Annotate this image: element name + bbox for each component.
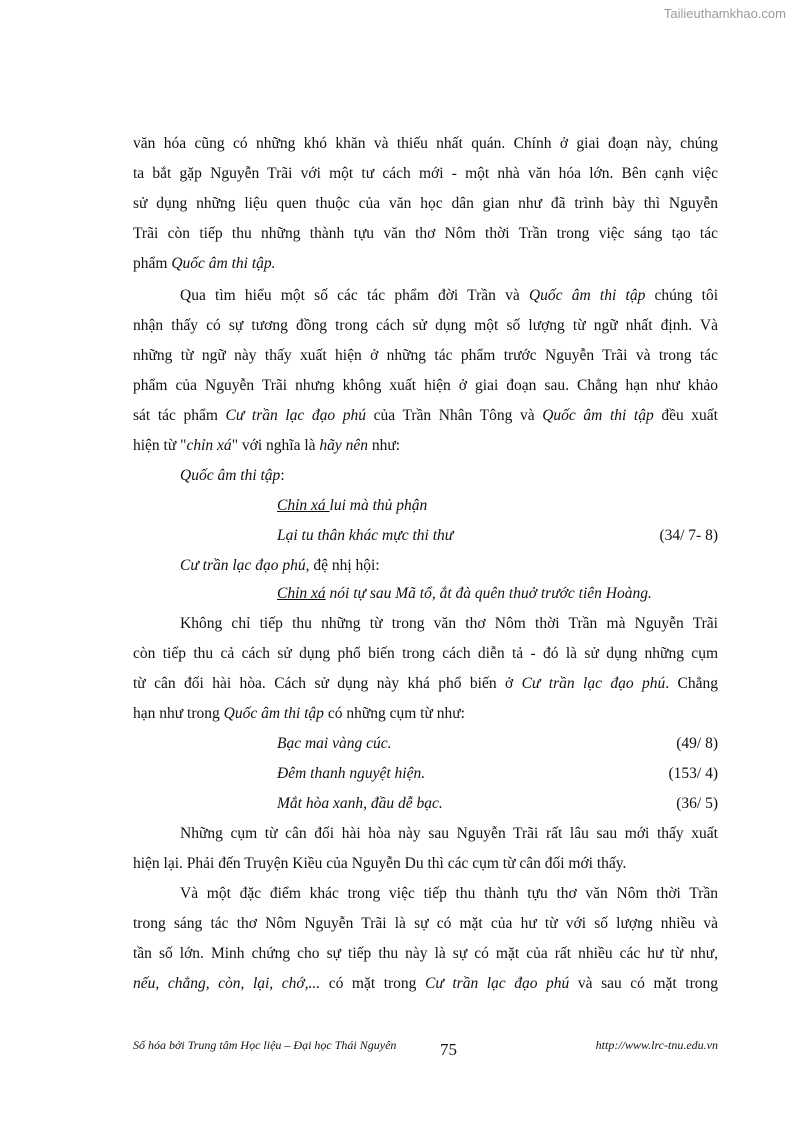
text-run: phẩm	[133, 255, 172, 272]
text-line	[180, 286, 718, 306]
work-title: Quốc âm thi tập.	[171, 255, 276, 272]
example-source	[180, 556, 718, 576]
verse-reference: (49/ 8)	[676, 735, 718, 752]
quoted-meaning: hãy nên	[319, 437, 369, 454]
text-line: trong sáng tác thơ Nôm Nguyễn Trãi là sự có mặt của hư từ với số lượng nhiều và	[133, 915, 718, 932]
text-run: hạn như trong	[133, 705, 224, 722]
work-title: Quốc âm thi tập	[542, 407, 654, 424]
page-number: 75	[440, 1040, 457, 1059]
text-line: hiện lại. Phải đến Truyện Kiều của Nguyễn Du thì các cụm từ cân đối mới thấy.	[133, 855, 627, 872]
text-run: nói tự sau Mã tổ, ắt đà quên thuở trước tiên Hoàng.	[325, 585, 652, 602]
verse-line	[277, 526, 718, 546]
work-title: Cư trần lạc đạo phú	[521, 675, 666, 692]
text-run: từ cân đối hài hòa. Cách sử dụng này khá phổ biến ở	[133, 675, 522, 692]
text-line: những từ ngữ này thấy xuất hiện ở những tác phẩm trước Nguyễn Trãi và trong tác	[133, 347, 718, 364]
phrase-text: Mắt hòa xanh, đầu dễ bạc.	[277, 795, 443, 812]
text-line: Không chỉ tiếp thu những từ trong văn thơ Nôm thời Trần mà Nguyễn Trãi	[180, 615, 718, 632]
text-line: Và một đặc điểm khác trong việc tiếp thu thành tựu thơ văn Nôm thời Trần	[180, 885, 718, 902]
text-run: như:	[368, 437, 401, 454]
work-title: Cư trần lạc đạo phú	[225, 407, 367, 424]
text-run: chúng tôi	[645, 287, 719, 304]
phrase-example	[277, 764, 718, 784]
example-source	[180, 466, 718, 486]
text-line	[133, 436, 718, 456]
text-line: còn tiếp thu cả cách sử dụng phổ biến trong cách diễn tả - đó là sử dụng những cụm	[133, 645, 718, 662]
text-line	[133, 974, 718, 994]
verse-line	[277, 496, 718, 516]
text-run: lui mà thủ phận	[329, 497, 428, 514]
highlighted-word: Chỉn xá	[277, 497, 330, 514]
text-line	[133, 254, 718, 274]
phrase-text: Đêm thanh nguyệt hiện.	[277, 765, 426, 782]
text-line: Trãi còn tiếp thu những thành tựu văn thơ Nôm thời Trần trong việc sáng tạo tác	[133, 225, 718, 242]
quoted-word: chỉn xá	[186, 437, 232, 454]
work-title: Quốc âm thi tập	[528, 287, 646, 304]
watermark: Tailieuthamkhao.com	[663, 6, 786, 21]
text-line: ta bắt gặp Nguyễn Trãi với một tư cách mới - một nhà văn hóa lớn. Bên cạnh việc	[133, 165, 718, 182]
text-run: đều xuất	[653, 407, 718, 424]
text-line	[133, 406, 718, 426]
text-run: có mặt trong	[320, 975, 425, 992]
verse-reference: (36/ 5)	[676, 795, 718, 812]
text-line: phẩm của Nguyễn Trãi nhưng không xuất hiện ở giai đoạn sau. Chẳng hạn như khảo	[133, 377, 718, 394]
text-line: Những cụm từ cân đối hài hòa này sau Nguyễn Trãi rất lâu sau mới thấy xuất	[180, 825, 718, 842]
text-line: sử dụng những liệu quen thuộc của văn học dân gian như đã trình bày thì Nguyễn	[133, 195, 718, 212]
text-run: có những cụm từ như:	[323, 705, 465, 722]
text-line: văn hóa cũng có những khó khăn và thiếu nhất quán. Chính ở giai đoạn này, chúng	[133, 135, 718, 152]
text-run: của Trần Nhân Tông và	[366, 407, 543, 424]
work-title: Cư trần lạc đạo phú	[425, 975, 570, 992]
text-run: , đệ nhị hội:	[305, 557, 380, 574]
text-line	[133, 674, 718, 694]
phrase-text: Bạc mai vàng cúc.	[277, 735, 392, 752]
verse-reference: (153/ 4)	[668, 765, 718, 782]
text-run: sát tác phẩm	[133, 407, 226, 424]
text-run: hiện từ "	[133, 437, 187, 454]
text-run: " với nghĩa là	[231, 437, 320, 454]
work-title: Cư trần lạc đạo phú	[180, 557, 306, 574]
highlighted-word: Chỉn xá	[277, 585, 326, 602]
phrase-example	[277, 734, 718, 754]
verse-line	[277, 584, 718, 604]
text-line: nhận thấy có sự tương đồng trong cách sử dụng một số lượng từ ngữ nhất định. Và	[133, 317, 718, 334]
text-run: . Chẳng	[665, 675, 718, 692]
text-line	[133, 704, 718, 724]
text-run: và sau có mặt trong	[569, 975, 718, 992]
verse-text: Lại tu thân khác mực thi thư	[277, 527, 454, 544]
footer-url: http://www.lrc-tnu.edu.vn	[595, 1038, 718, 1052]
particle-list: nếu, chẳng, còn, lại, chớ,...	[133, 975, 321, 992]
work-title: Quốc âm thi tập	[180, 467, 281, 484]
footer-left: Số hóa bởi Trung tâm Học liệu – Đại học Thái Nguyên	[133, 1038, 397, 1052]
work-title: Quốc âm thi tập	[223, 705, 324, 722]
text-run: Qua tìm hiểu một số các tác phẩm đời Trần và	[180, 287, 529, 304]
verse-reference: (34/ 7- 8)	[659, 527, 718, 544]
text-run: :	[280, 467, 285, 484]
text-line: tần số lớn. Minh chứng cho sự tiếp thu này là sự có mặt của rất nhiều các hư từ như,	[133, 945, 718, 962]
phrase-example	[277, 794, 718, 814]
